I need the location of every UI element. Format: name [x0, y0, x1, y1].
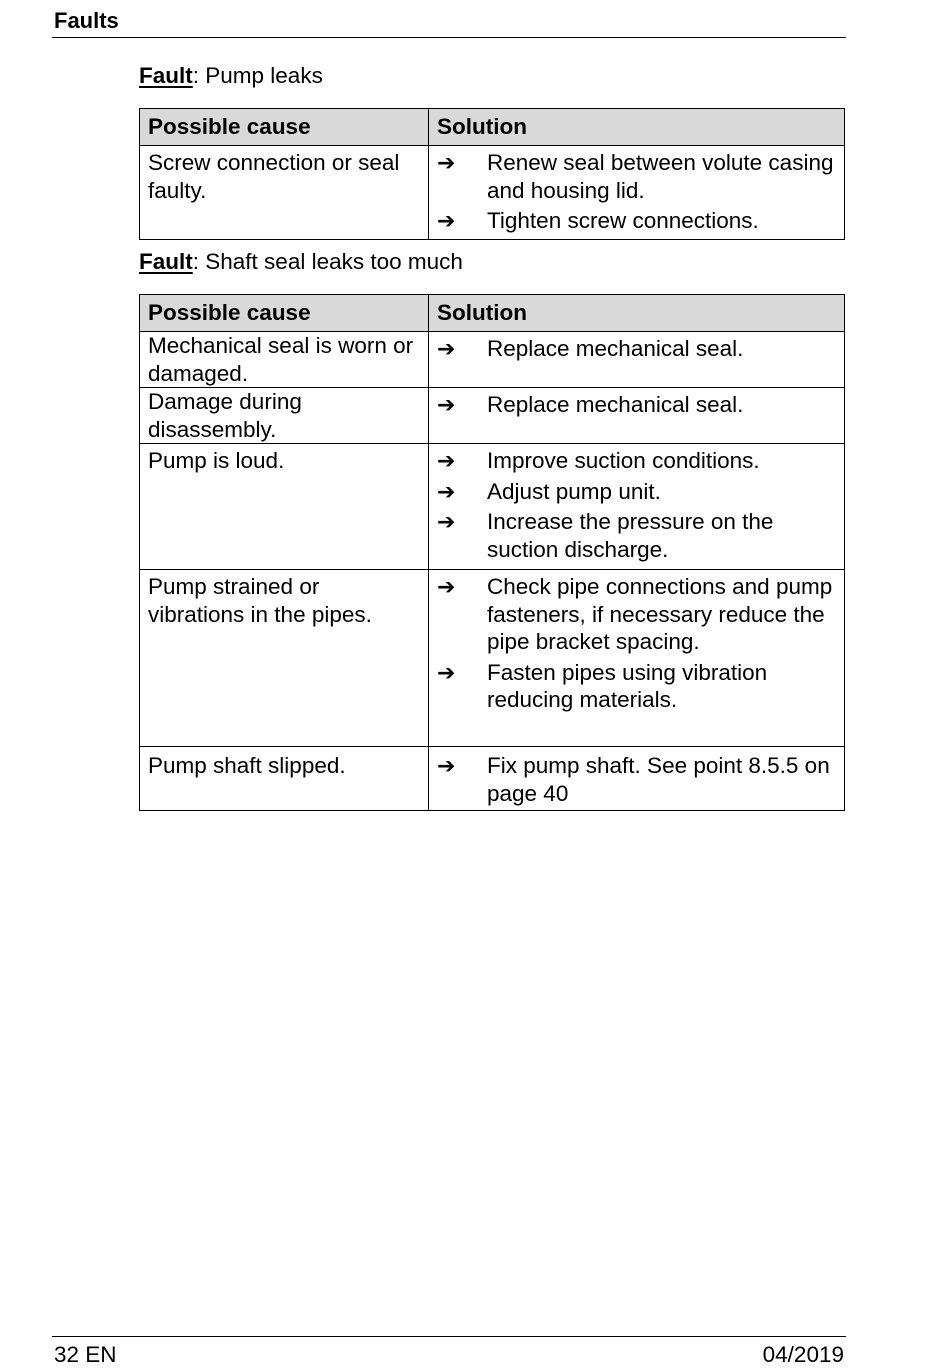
arrow-right-icon: ➔: [437, 336, 456, 361]
header-solution: Solution: [429, 295, 845, 332]
fault-heading: [139, 249, 463, 275]
cause-cell: Screw connection or seal faulty.: [140, 146, 429, 240]
solution-text: Fasten pipes using vibration reducing materials.: [487, 659, 768, 712]
solution-text: Increase the pressure on the suction discharge.: [487, 509, 774, 562]
header-possible-cause: Possible cause: [140, 109, 429, 146]
table-header-row: [140, 109, 845, 146]
solution-item: [437, 335, 836, 363]
solution-cell: [429, 747, 845, 811]
arrow-right-icon: ➔: [437, 478, 456, 504]
solution-cell: [429, 570, 845, 747]
arrow-right-icon: ➔: [437, 448, 456, 473]
fault-table: [139, 108, 845, 240]
fault-title: Pump leaks: [205, 63, 323, 88]
table-header-row: [140, 295, 845, 332]
solution-cell: [429, 388, 845, 444]
solution-item: [437, 207, 836, 235]
header-possible-cause: Possible cause: [140, 295, 429, 332]
solution-item: [437, 508, 836, 563]
solution-text: Replace mechanical seal.: [487, 336, 744, 361]
cause-cell: Damage during disassembly.: [140, 388, 429, 444]
fault-separator: :: [192, 63, 206, 88]
solution-item: [437, 752, 836, 807]
cause-cell: Pump strained or vibrations in the pipes.: [140, 570, 429, 747]
solution-text: Check pipe connections and pump fasteners, if necessary reduce the pipe bracket spacing.: [487, 574, 833, 654]
solution-text: Improve suction conditions.: [487, 448, 760, 473]
page-footer: [52, 1336, 846, 1367]
section-title: Faults: [54, 8, 119, 33]
cause-cell: Mechanical seal is worn or damaged.: [140, 332, 429, 388]
fault-label: Fault: [139, 63, 193, 88]
solution-text: Renew seal between volute casing and housing lid.: [487, 150, 834, 203]
cause-cell: Pump shaft slipped.: [140, 747, 429, 811]
solution-text: Replace mechanical seal.: [487, 392, 744, 417]
solution-cell: [429, 332, 845, 388]
arrow-right-icon: ➔: [437, 753, 456, 778]
fault-separator: :: [192, 249, 206, 274]
solution-item: [437, 447, 836, 475]
solution-item: [437, 659, 836, 714]
arrow-right-icon: ➔: [437, 509, 456, 534]
solution-cell: [429, 146, 845, 240]
table-row: [140, 570, 845, 747]
table-row: [140, 747, 845, 811]
solution-text: Adjust pump unit.: [487, 478, 661, 504]
solution-cell: [429, 444, 845, 570]
fault-heading: [139, 63, 323, 89]
table-row: [140, 388, 845, 444]
table-row: [140, 146, 845, 240]
solution-item: [437, 149, 836, 204]
arrow-right-icon: ➔: [437, 392, 456, 417]
solution-text: Fix pump shaft. See point 8.5.5 on page 40: [487, 753, 830, 806]
arrow-right-icon: ➔: [437, 150, 456, 175]
cause-cell: Pump is loud.: [140, 444, 429, 570]
fault-table: [139, 294, 845, 811]
table-row: [140, 332, 845, 388]
solution-item: [437, 478, 836, 506]
page-number: 32 EN: [54, 1342, 117, 1367]
page-header: [52, 6, 846, 38]
arrow-right-icon: ➔: [437, 659, 456, 685]
solution-text: Tighten screw connections.: [487, 208, 759, 233]
arrow-right-icon: ➔: [437, 574, 456, 599]
solution-item: [437, 391, 836, 419]
fault-title: Shaft seal leaks too much: [205, 249, 463, 274]
fault-label: Fault: [139, 249, 193, 274]
header-solution: Solution: [429, 109, 845, 146]
document-date: 04/2019: [762, 1342, 844, 1367]
arrow-right-icon: ➔: [437, 208, 456, 233]
table-row: [140, 444, 845, 570]
solution-item: [437, 573, 836, 656]
